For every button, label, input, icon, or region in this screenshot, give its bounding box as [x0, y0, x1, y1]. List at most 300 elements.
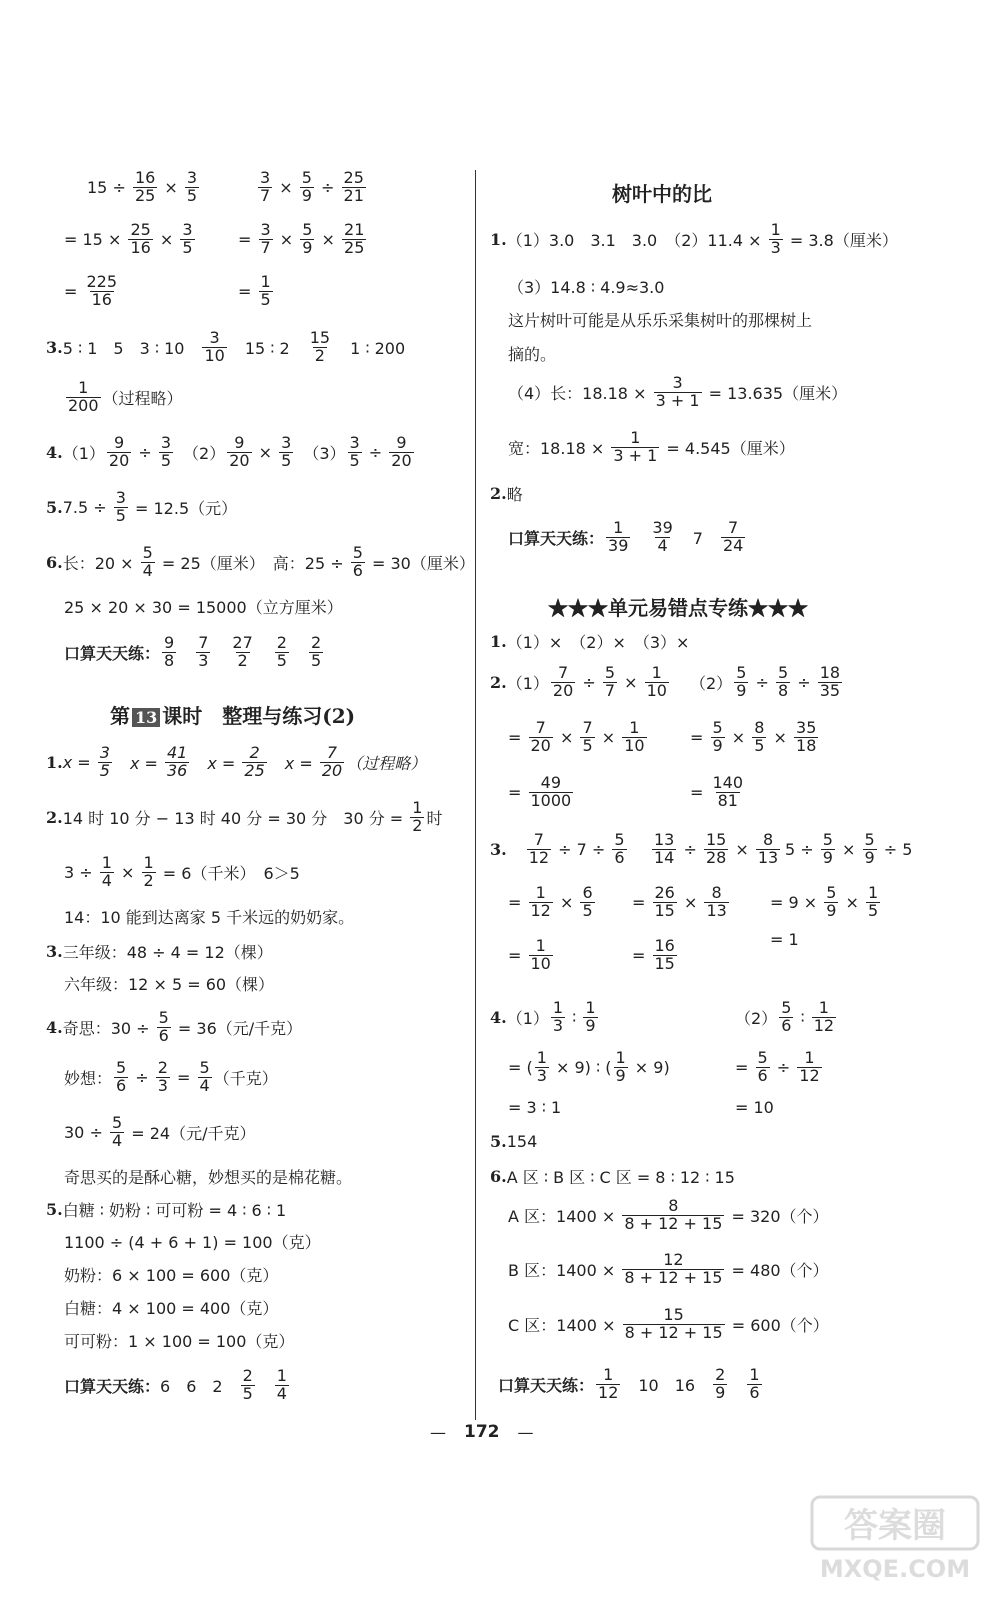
fraction-denominator: 5: [276, 650, 287, 670]
fraction-denominator: 28: [705, 847, 727, 867]
lesson-number: 13: [132, 708, 160, 727]
fraction-numerator: 7: [728, 518, 739, 537]
fraction-numerator: 5: [142, 543, 153, 562]
math-text: =: [508, 945, 527, 965]
math-text: ÷ 5: [878, 839, 913, 859]
fraction: [165, 745, 189, 780]
fraction-numerator: 2: [242, 1366, 253, 1385]
l5-content1: 白糖 ∶ 奶粉 ∶ 可可粉 = 4 ∶ 6 ∶ 1: [62, 1201, 287, 1220]
fraction: [107, 435, 131, 470]
fraction-denominator: 4: [111, 1130, 123, 1150]
fraction-numerator: 41: [167, 743, 188, 762]
fraction: [309, 635, 323, 670]
oral-label: 口算天天练：: [64, 1376, 161, 1396]
fraction-denominator: 8 + 12 + 15: [624, 1213, 723, 1233]
r1-line2: （3）14.8 ∶ 4.9≈3.0: [508, 278, 665, 297]
math-text: =: [508, 782, 527, 802]
fraction-numerator: 3: [115, 488, 126, 507]
fraction-numerator: 1: [585, 998, 596, 1017]
fraction-numerator: 1: [412, 798, 423, 817]
math-text: ×: [678, 892, 703, 912]
fraction-denominator: 3: [536, 1065, 547, 1085]
fraction-numerator: 1: [535, 936, 546, 955]
fraction: [603, 665, 617, 700]
math-text: （1）: [506, 1008, 549, 1028]
fraction-numerator: 27: [232, 633, 253, 652]
fraction-numerator: 1: [804, 1048, 815, 1067]
column-divider: [475, 170, 476, 1420]
fraction-numerator: 5: [712, 718, 723, 737]
fraction-denominator: 2: [143, 870, 154, 890]
fraction: [529, 938, 553, 973]
fraction: [133, 170, 157, 205]
l1-line: [46, 745, 426, 780]
math-text: 5 ÷: [785, 839, 819, 859]
l2-content1: [63, 800, 443, 835]
math-text: × 9): [629, 1057, 670, 1077]
fraction-numerator: 5: [864, 830, 875, 849]
r1-line5: [508, 375, 847, 410]
fraction-numerator: 3: [281, 433, 292, 452]
e4-a-line3: = 3 ∶ 1: [508, 1098, 562, 1117]
fraction-denominator: 8: [777, 680, 789, 700]
l5-line2: 1100 ÷ (4 + 6 + 1) = 100（克）: [64, 1233, 321, 1252]
oral-values: [160, 635, 325, 670]
fraction-numerator: 7: [326, 743, 338, 762]
calc-a-line3: [64, 274, 121, 309]
fraction-denominator: 25: [344, 237, 365, 257]
fraction-denominator: 5: [260, 289, 271, 309]
l3-line2: 六年级：12 × 5 = 60（棵）: [64, 975, 275, 994]
calc-b-line1: [256, 170, 368, 205]
fraction-numerator: 3: [182, 220, 193, 239]
math-text: =: [238, 281, 257, 301]
q3-line2: [64, 380, 183, 415]
fraction-denominator: 9: [712, 735, 723, 755]
fraction-denominator: 3: [770, 237, 781, 257]
calc-a-line2: [64, 222, 197, 257]
fraction-denominator: 6: [116, 1075, 127, 1095]
math-text: =: [690, 782, 709, 802]
fraction-denominator: 13: [706, 900, 727, 920]
fraction-numerator: 15: [705, 830, 727, 849]
fraction: [551, 1000, 565, 1035]
fraction-denominator: 24: [722, 535, 744, 555]
fraction-numerator: 2: [715, 1365, 726, 1384]
fraction-numerator: 1: [749, 1365, 760, 1384]
q4-content: [63, 435, 416, 470]
fraction: [241, 1368, 255, 1403]
math-text: x =: [268, 753, 318, 773]
fraction-denominator: 9: [302, 237, 313, 257]
fraction-denominator: 20: [530, 735, 551, 755]
fraction-numerator: 18: [819, 663, 841, 682]
fraction-numerator: 15: [663, 1305, 684, 1324]
fraction: [704, 885, 728, 920]
fraction-denominator: 12: [598, 1382, 619, 1402]
fraction: [551, 665, 575, 700]
math-text: （3）: [295, 443, 346, 463]
fraction: [258, 170, 272, 205]
fraction-denominator: 2: [412, 815, 423, 835]
fraction-numerator: 1: [536, 1048, 547, 1067]
fraction-denominator: 9: [715, 1382, 726, 1402]
fraction-numerator: 26: [654, 883, 675, 902]
q4-label: 4.: [46, 442, 63, 462]
math-text: （1）3.0 3.1 3.0 （2）11.4 ×: [506, 230, 767, 250]
e6-line3: [508, 1252, 829, 1287]
fraction-denominator: 5: [868, 900, 879, 920]
fraction: [653, 885, 677, 920]
fraction-denominator: 7: [604, 680, 616, 700]
math-text: B 区：1400 ×: [508, 1260, 621, 1280]
math-text: = 15 ×: [64, 229, 127, 249]
math-text: ÷: [750, 672, 774, 692]
e5-content: 154: [506, 1132, 538, 1151]
fraction-numerator: 7: [198, 633, 209, 652]
fraction-denominator: 8: [164, 650, 175, 670]
fraction-denominator: 20: [108, 450, 130, 470]
footer-dash-right: —: [517, 1422, 534, 1442]
math-text: × 9) ∶ (: [550, 1057, 612, 1077]
math-text: 1 ∶ 200: [334, 338, 406, 358]
q6-label: 6.: [46, 552, 63, 572]
fraction: [769, 222, 783, 257]
fraction: [818, 665, 842, 700]
fraction-numerator: 3: [209, 328, 220, 347]
fraction: [300, 222, 314, 257]
fraction: [259, 222, 273, 257]
math-text: 14 时 10 分 − 13 时 40 分 = 30 分 30 分 =: [62, 808, 409, 828]
r1-label: 1.: [490, 229, 507, 249]
fraction-numerator: 140: [712, 773, 744, 792]
l5-line3: 奶粉：6 × 100 = 600（克）: [64, 1266, 279, 1285]
fraction: [614, 1050, 628, 1085]
fraction-denominator: 12: [528, 847, 550, 867]
math-text: [212, 641, 228, 664]
fraction-numerator: 21: [344, 220, 365, 239]
e3-c-line2: [770, 885, 882, 920]
math-text: = 9 ×: [770, 892, 823, 912]
fraction-denominator: 21: [343, 185, 364, 205]
q4-line: [46, 435, 416, 470]
math-text: = 25（厘米） 高：25 ÷: [156, 553, 349, 573]
fraction: [142, 855, 156, 890]
fraction-numerator: 39: [652, 518, 673, 537]
r2-content: 略: [506, 485, 523, 504]
fraction-denominator: 15: [654, 900, 675, 920]
math-text: ÷ 7 ÷: [553, 839, 611, 859]
fraction-numerator: 5: [158, 1008, 169, 1027]
fraction-numerator: 8: [668, 1196, 679, 1215]
fraction-numerator: 1: [78, 378, 89, 397]
math-text: ×: [596, 727, 621, 747]
math-text: 妙想：: [64, 1068, 113, 1088]
fraction-numerator: 12: [663, 1250, 684, 1269]
fraction-denominator: 25: [134, 185, 156, 205]
fraction: [612, 832, 626, 867]
fraction-denominator: 9: [864, 847, 875, 867]
fraction: [756, 1050, 770, 1085]
fraction-numerator: 5: [777, 663, 789, 682]
fraction-denominator: 6: [158, 1025, 169, 1045]
math-text: ×: [726, 727, 751, 747]
lesson-title-suffix: 课时 整理与练习(2): [162, 704, 356, 728]
fraction-numerator: 1: [276, 1366, 287, 1385]
fraction: [711, 775, 746, 810]
fraction-numerator: 1: [603, 1365, 614, 1384]
fraction: [734, 665, 748, 700]
math-text: = 13.635（厘米）: [703, 383, 848, 403]
fraction-numerator: 1: [101, 853, 112, 872]
watermark-logo: [810, 1495, 980, 1585]
fraction-denominator: 36: [167, 760, 188, 780]
fraction-denominator: 4: [199, 1075, 210, 1095]
fraction-numerator: 2: [276, 633, 287, 652]
math-text: 宽：18.18 ×: [508, 438, 610, 458]
fraction-denominator: 5: [242, 1383, 253, 1403]
math-text: ×: [274, 177, 298, 197]
fraction-numerator: 3: [672, 373, 683, 392]
math-text: （4）长：18.18 ×: [508, 383, 652, 403]
q3-line1: [46, 330, 405, 365]
e3-a-line2: [508, 885, 597, 920]
e3-c-line1: [785, 832, 912, 867]
math-text: ×: [115, 862, 140, 882]
l4-line3: [64, 1115, 255, 1150]
e3-a-line1: [490, 832, 629, 867]
fraction-denominator: 10: [624, 735, 645, 755]
l4-label: 4.: [46, 1017, 63, 1037]
math-text: ÷: [771, 1057, 796, 1077]
fraction-numerator: 7: [533, 830, 544, 849]
fraction: [821, 832, 835, 867]
fraction-numerator: 1: [535, 883, 546, 902]
math-text: ×: [274, 229, 299, 249]
fraction-numerator: 5: [736, 663, 747, 682]
math-text: 6 6 2: [160, 1376, 239, 1396]
math-text: ÷: [363, 442, 388, 462]
fraction-numerator: 3: [260, 168, 271, 187]
math-text: C 区：1400 ×: [508, 1315, 621, 1335]
math-text: （1）: [62, 443, 105, 463]
e4-label: 4.: [490, 1007, 507, 1027]
fraction-numerator: 1: [260, 272, 271, 291]
l5-line1: [46, 1198, 286, 1221]
fraction-numerator: 3: [186, 168, 198, 187]
fraction: [259, 274, 273, 309]
lesson-title-prefix: 第: [110, 704, 130, 728]
footer-dash-left: —: [430, 1422, 446, 1442]
l3-label: 3.: [46, 942, 63, 961]
fraction-denominator: 10: [646, 680, 667, 700]
oral-values: [604, 520, 747, 555]
fraction-denominator: 5: [582, 735, 593, 755]
math-text: 5 ∶ 1 5 3 ∶ 10: [62, 338, 201, 358]
fraction: [410, 800, 424, 835]
fraction-denominator: 14: [654, 847, 675, 867]
fraction: [389, 435, 413, 470]
fraction-denominator: 6: [757, 1065, 768, 1085]
math-text: 奇思：30 ÷: [62, 1018, 155, 1038]
fraction-numerator: 5: [757, 1048, 768, 1067]
fraction-denominator: 5: [186, 185, 198, 205]
r2-line: [490, 482, 523, 505]
fraction-denominator: 5: [182, 237, 193, 257]
fraction-denominator: 7: [260, 185, 271, 205]
fraction-numerator: 225: [86, 272, 118, 291]
fraction: [606, 520, 630, 555]
fraction-numerator: 35: [796, 718, 817, 737]
fraction: [128, 222, 152, 257]
oral-label: 口算天天练：: [498, 1375, 595, 1395]
fraction-numerator: 3: [99, 743, 110, 762]
e1-label: 1.: [490, 632, 507, 651]
q6-line1: [46, 545, 475, 580]
fraction-denominator: 6: [781, 1015, 792, 1035]
l3-content1: 三年级：48 ÷ 4 = 12（棵）: [62, 943, 273, 962]
fraction-numerator: 25: [130, 220, 151, 239]
math-text: =: [238, 229, 257, 249]
fraction-numerator: 15: [309, 328, 331, 347]
l3-line1: [46, 940, 273, 963]
fraction: [230, 635, 254, 670]
math-text: [257, 1374, 273, 1397]
math-text: 7: [676, 528, 719, 548]
r1-line3: 这片树叶可能是从乐乐采集树叶的那棵树上: [508, 311, 813, 330]
l5-line5: 可可粉：1 × 100 = 100（克）: [64, 1332, 295, 1351]
fraction-numerator: 5: [781, 998, 792, 1017]
oral-practice-1: [64, 635, 325, 670]
fraction-denominator: 6: [614, 847, 625, 867]
fraction-numerator: 13: [654, 830, 675, 849]
e2-a-line1: [490, 665, 671, 700]
e2-a-content1: [507, 665, 671, 700]
fraction: [711, 720, 725, 755]
fraction: [645, 665, 669, 700]
math-text: x =: [191, 753, 241, 773]
fraction: [752, 720, 766, 755]
fraction-denominator: 2: [237, 650, 248, 670]
fraction: [797, 1050, 821, 1085]
fraction-numerator: 1: [868, 883, 879, 902]
e6-line1: [490, 1165, 735, 1188]
fraction-numerator: 3: [160, 433, 172, 452]
fraction-denominator: 6: [749, 1382, 760, 1402]
e3-b-line3: [632, 938, 679, 973]
fraction-denominator: 15: [654, 953, 675, 973]
fraction: [159, 435, 173, 470]
fraction-denominator: 39: [608, 535, 629, 555]
fraction-denominator: 3: [552, 1015, 564, 1035]
oral-values: [594, 1367, 763, 1402]
math-text: （2）: [735, 1008, 778, 1028]
math-text: x =: [113, 753, 163, 773]
fraction: [279, 435, 293, 470]
fraction-numerator: 6: [582, 883, 593, 902]
l5-line4: 白糖：4 × 100 = 400（克）: [64, 1299, 279, 1318]
math-text: ∶: [567, 1007, 582, 1027]
fraction-denominator: 2: [314, 345, 325, 365]
fraction: [242, 745, 266, 780]
fraction: [527, 832, 551, 867]
fraction-numerator: 16: [654, 936, 675, 955]
e4-b-line3: = 10: [735, 1098, 774, 1117]
math-text: = 600（个）: [726, 1315, 829, 1335]
fraction-denominator: 4: [276, 1383, 287, 1403]
q3-content: [63, 330, 405, 365]
fraction: [794, 720, 818, 755]
fraction-numerator: 5: [301, 168, 312, 187]
fraction: [623, 1307, 725, 1342]
fraction-numerator: 1: [629, 718, 640, 737]
fraction: [611, 430, 659, 465]
fraction: [863, 832, 877, 867]
fraction-denominator: 5: [281, 450, 292, 470]
fraction-numerator: 1: [630, 428, 641, 447]
math-text: =: [64, 281, 83, 301]
fraction-denominator: 4: [142, 560, 153, 580]
calc-b-line2: [238, 222, 368, 257]
math-text: ×: [619, 672, 643, 692]
l1-content: [63, 745, 427, 780]
fraction-numerator: 5: [604, 663, 616, 682]
fraction: [529, 720, 553, 755]
e3-b-line1: [650, 832, 782, 867]
fraction-denominator: 9: [822, 847, 833, 867]
e3-a-content1: [525, 832, 629, 867]
math-text: 3 ÷: [64, 862, 98, 882]
fraction: [196, 635, 210, 670]
math-text: 长：20 ×: [62, 553, 139, 573]
fraction-denominator: 5: [311, 650, 322, 670]
math-text: ×: [159, 177, 183, 197]
fraction: [198, 1060, 212, 1095]
math-text: ∶: [795, 1007, 810, 1027]
e3-label: 3.: [490, 839, 507, 859]
page-footer: [430, 1422, 534, 1442]
r2-label: 2.: [490, 484, 507, 503]
fraction: [756, 832, 780, 867]
math-text: =: [508, 727, 527, 747]
fraction: [85, 274, 120, 309]
math-text: = 36（元/千克）: [172, 1018, 303, 1038]
e2-b-line1: [690, 665, 844, 700]
fraction-denominator: 13: [757, 847, 779, 867]
fraction-denominator: 9: [615, 1065, 626, 1085]
math-text: [178, 641, 194, 664]
fraction: [342, 222, 366, 257]
fraction-denominator: 9: [826, 900, 837, 920]
fraction-numerator: 3: [349, 433, 360, 452]
fraction-denominator: 1000: [530, 790, 572, 810]
fraction-numerator: 49: [540, 773, 562, 792]
fraction-denominator: 7: [260, 237, 271, 257]
e2-label: 2.: [490, 672, 507, 692]
fraction: [275, 635, 289, 670]
math-text: ×: [768, 727, 793, 747]
fraction: [156, 1060, 170, 1095]
fraction-denominator: 9: [585, 1015, 596, 1035]
q5-content: [63, 490, 237, 525]
fraction-numerator: 5: [111, 1113, 123, 1132]
fraction: [776, 665, 790, 700]
oral-label: 口算天天练：: [508, 528, 605, 548]
fraction: [812, 1000, 836, 1035]
math-text: [632, 526, 648, 549]
e2-a-line2: [508, 720, 649, 755]
fraction-numerator: 3: [260, 220, 271, 239]
